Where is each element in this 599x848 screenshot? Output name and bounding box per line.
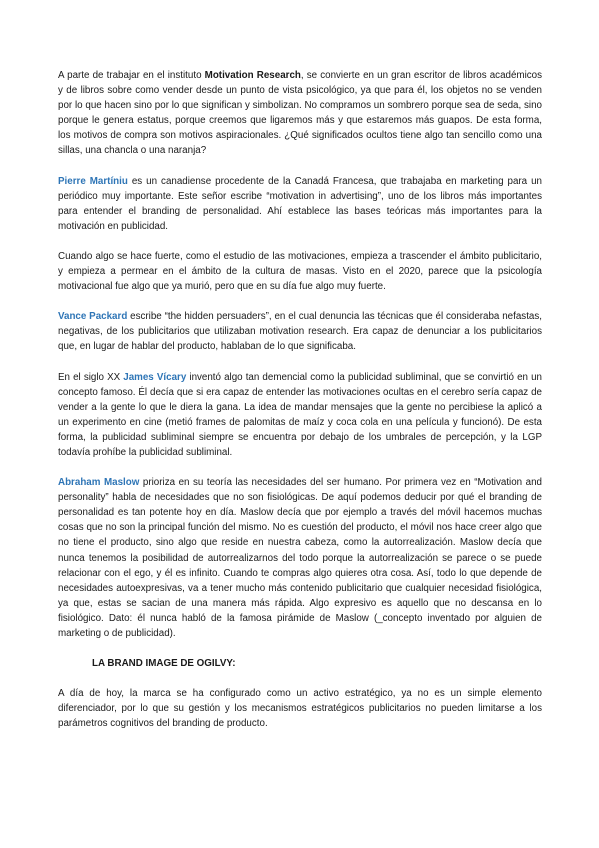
person-name: James Vícary	[123, 371, 187, 383]
person-name: Abraham Maslow	[58, 477, 140, 489]
paragraph-brand-image	[58, 686, 542, 731]
paragraph-text: Cuando algo se hace fuerte, como el estudio de las motivaciones, empieza a trascender el ámbito publicitario, y empieza a permear en el ámbito de la cultura de masas. Visto en el 2020, parece que la psicología motivacional fue algo que ya murió, pero que en su día fue algo muy fuerte.	[58, 250, 542, 293]
paragraph-text: A día de hoy, la marca se ha configurado como un activo estratégico, ya no es un simple elemento diferenciador, por lo que su gestión y los mecanismos estratégicos publicitarios no pueden limitarse a los parámetros cognitivos del branding de producto.	[58, 688, 542, 730]
document-page	[58, 68, 542, 731]
paragraph-text: En el siglo XX	[58, 371, 124, 383]
paragraph-abraham-maslow	[58, 475, 542, 641]
person-name: Vance Packard	[58, 311, 128, 323]
person-name: Pierre Martíniu	[58, 175, 128, 187]
bold-term: Motivation Research	[204, 70, 301, 81]
paragraph-cultura-de-masas	[58, 249, 542, 294]
paragraph-text: A parte de trabajar en el instituto	[58, 70, 205, 81]
paragraph-vance-packard	[58, 309, 542, 354]
paragraph-james-vicary	[58, 370, 542, 461]
paragraph-motivation-research	[58, 68, 542, 159]
paragraph-text: prioriza en su teoría las necesidades del ser humano. Por primera vez en “Motivation and personality” habla de necesidades que no son fisiológicas. De aquí podemos deducir por qué el branding de personalidad es tan potente hoy en día. Maslow decía que por ejemplo a través del móvil hacemos muchas cosas que no son la principal función del mismo. No es cuestión del producto, el móvil nos hace creer algo que no tiene el producto, sino algo que reside en nuestra cabeza, como la autorrealización. Maslow decía que nunca tenemos la posibilidad de autorrealizarnos del todo porque la autorrealización se parece o se puede relacionar con el ego, y él es infinito. Cuando te compras algo quieres otra cosa. Así, todo lo que depende de necesidades autoexpresivas, va a tener mucho más contenido publicitario que cualquier necesidad fisiológica, ya que, estas se sacian de una manera más rápida. Algo expresivo es aquello que no descansa en lo fisiológico. Dato: él nunca habló de la famosa pirámide de Maslow (_concepto inventado por alguien de marketing o de publicidad).	[58, 477, 542, 639]
paragraph-pierre-martiniu	[58, 174, 542, 234]
paragraph-text: es un canadiense procedente de la Canadá Francesa, que trabajaba en marketing para un periódico muy importante. Este señor escribe “motivation in advertising”, uno de los libros más importantes para entender el branding de personalidad. Ahí establece las bases teóricas más importantes para la motivación en publicidad.	[58, 175, 542, 232]
paragraph-text: , se convierte en un gran escritor de libros académicos y de libros sobre como vender desde un punto de vista psicológico, ya que para él, los objetos no se venden por lo que hacen sino por lo que significan y simbolizan. No compramos un sombrero porque sea de seda, sino porque le genera estatus, porque creemos que ligaremos más y que estaremos más guapos. De esta forma, los motivos de compra son motivos aspiracionales. ¿Qué significados ocultos tiene algo tan sencillo como una sillas, una chancla o una naranja?	[58, 70, 543, 157]
paragraph-text: inventó algo tan demencial como la publicidad subliminal, que se convirtió en un concepto famoso. Él decía que si era capaz de entender las motivaciones ocultas en el cerebro sería capaz de vender a la gente lo que le diera la gana. La idea de mandar mensajes que la gente no percibiese la aplicó a un experimento en cine (metió frames de palomitas de maíz y coca cola en una película y funcionó). De esta forma, la publicidad subliminal siempre se encuentra por debajo de los umbrales de percepción, y la LGP todavía prohíbe la publicidad subliminal.	[58, 371, 542, 458]
paragraph-text: escribe “the hidden persuaders”, en el cual denuncia las técnicas que él consideraba nefastas, negativas, de los publicitarios que utilizaban motivation research. Era capaz de denunciar a los publicitarios que, en lugar de hablar del producto, hablaban de lo que significaba.	[58, 311, 542, 353]
section-heading: LA BRAND IMAGE DE OGILVY:	[92, 658, 236, 670]
